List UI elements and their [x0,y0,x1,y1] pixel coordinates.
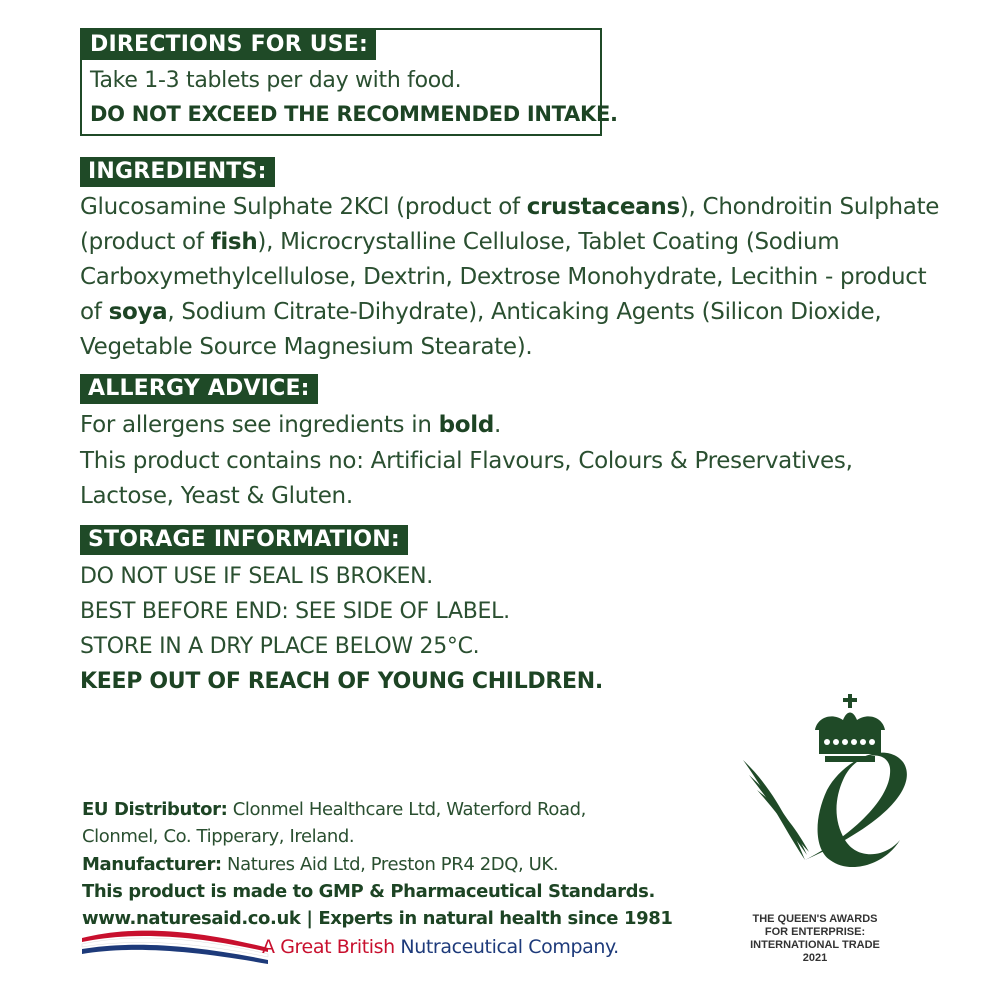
storage-line-3: STORE IN A DRY PLACE BELOW 25°C. [80,634,480,659]
storage-line-4: KEEP OUT OF REACH OF YOUNG CHILDREN. [80,669,603,694]
storage-line-1: DO NOT USE IF SEAL IS BROKEN. [80,564,433,589]
manufacturer-text: Natures Aid Ltd, Preston PR4 2DQ, UK. [221,854,559,875]
manufacturer-line [82,851,558,878]
ingredients-text: Glucosamine Sulphate 2KCl (product of [80,194,527,220]
award-line-2: FOR ENTERPRISE: [764,926,866,938]
allergy-heading: ALLERGY ADVICE: [80,374,318,404]
allergen-fish: fish [210,229,258,255]
ingredients-text: (product of [80,229,211,255]
eu-distributor-line-1 [82,796,586,823]
award-line-3: INTERNATIONAL TRADE [750,939,880,951]
allergy-text: For allergens see ingredients in [80,412,439,438]
gmp-statement: This product is made to GMP & Pharmaceutical Standards. [82,881,655,902]
ingredients-text: of [80,299,109,325]
allergy-line-1 [80,408,501,443]
directions-line-2: DO NOT EXCEED THE RECOMMENDED INTAKE. [90,102,618,126]
ingredients-line-5: Vegetable Source Magnesium Stearate). [80,334,533,360]
allergy-line-3: Lactose, Yeast & Gluten. [80,483,353,509]
allergy-bold-word: bold [438,412,495,438]
directions-box [80,28,618,136]
tagline-red: A Great British [262,936,395,958]
allergy-text: . [494,412,502,438]
tagline-blue: Nutraceutical Company. [394,936,619,958]
ingredients-line-1 [80,190,939,225]
union-flag-swoosh-icon [80,924,270,966]
ingredients-heading: INGREDIENTS: [80,157,275,187]
directions-line-1: Take 1-3 tablets per day with food. [90,68,462,93]
website-line[interactable]: www.naturesaid.co.uk | Experts in natural health since 1981 [82,908,673,929]
tagline [262,936,619,958]
ingredients-line-4 [80,295,881,330]
storage-line-2: BEST BEFORE END: SEE SIDE OF LABEL. [80,599,510,624]
eu-distributor-line-2: Clonmel, Co. Tipperary, Ireland. [82,826,355,847]
ingredients-text: , Sodium Citrate-Dihydrate), Anticaking Agents (Silicon Dioxide, [167,299,882,325]
queens-award-caption [740,913,890,965]
eu-distributor-label: EU Distributor: [82,799,228,820]
award-line-4: 2021 [802,952,828,964]
allergen-soya: soya [108,299,168,325]
ingredients-text: ), Microcrystalline Cellulose, Tablet Coating (Sodium [257,229,840,255]
eu-distributor-text: Clonmel Healthcare Ltd, Waterford Road, [227,799,586,820]
allergy-line-2: This product contains no: Artificial Flavours, Colours & Preservatives, [80,448,853,474]
crown-icon [815,694,885,762]
award-line-1: THE QUEEN'S AWARDS [752,913,878,925]
directions-heading: DIRECTIONS FOR USE: [82,30,376,60]
ingredients-line-3: Carboxymethylcellulose, Dextrin, Dextrose Monohydrate, Lecithin - product [80,264,927,290]
queens-award-emblem-icon [735,690,915,915]
ingredients-line-2 [80,225,839,260]
storage-heading: STORAGE INFORMATION: [80,525,408,555]
ingredients-text: ), Chondroitin Sulphate [679,194,940,220]
allergen-crustaceans: crustaceans [526,194,680,220]
manufacturer-label: Manufacturer: [82,854,222,875]
